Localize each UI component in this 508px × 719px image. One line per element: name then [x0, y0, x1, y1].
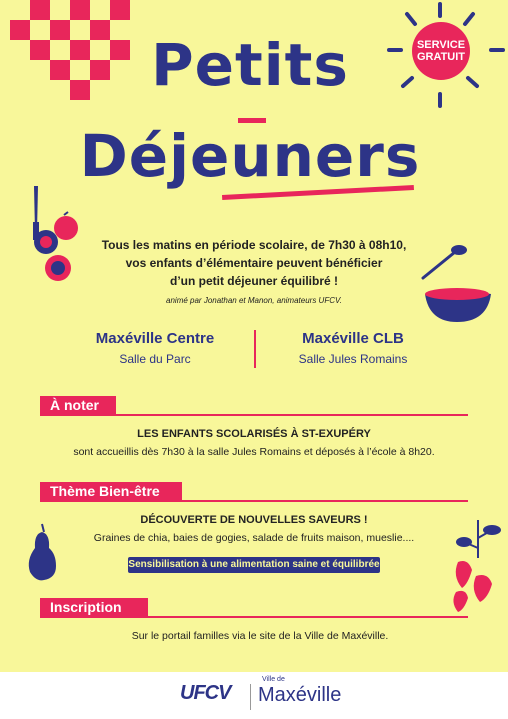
intro-line2: vos enfants d’élémentaire peuvent bénéficier: [125, 256, 383, 270]
theme-section-heading: Thème Bien-être: [40, 482, 182, 500]
inscription-line1: Sur le portail familles via le site de la Ville de Maxéville.: [131, 630, 389, 642]
inscription-section-heading: Inscription: [40, 598, 148, 616]
note-line1: LES ENFANTS SCOLARISÉS À ST-EXUPÉRY: [137, 428, 371, 440]
theme-pill: Sensibilisation à une alimentation saine et équilibrée !: [128, 559, 380, 586]
location-clb-name: Maxéville CLB: [302, 330, 404, 347]
badge-line2: GRATUIT: [416, 51, 466, 63]
location-centre-room: Salle du Parc: [119, 352, 191, 366]
inscription-section-line: [40, 616, 468, 618]
theme-line1: DÉCOUVERTE DE NOUVELLES SAVEURS !: [140, 514, 368, 526]
intro-line3: d’un petit déjeuner équilibré !: [169, 274, 338, 288]
pear-icon: [22, 520, 62, 584]
footer: [0, 672, 508, 719]
ville-de-small: Ville de: [262, 676, 285, 683]
note-section-heading: À noter: [40, 396, 116, 414]
theme-section-line: [40, 500, 468, 502]
theme-line2: Graines de chia, baies de gogies, salade de fruits maison, mueslie....: [93, 532, 415, 544]
service-gratuit-badge: [412, 22, 470, 80]
intro-line1: Tous les matins en période scolaire, de 7h30 à 08h10,: [101, 238, 407, 252]
page-title-line1: Petits: [151, 31, 349, 99]
logo-divider: [250, 684, 251, 710]
location-divider: [254, 330, 256, 368]
note-line2: sont accueillis dès 7h30 à la salle Jules Romains et déposés à l’école à 8h20.: [73, 446, 435, 458]
badge-line1: SERVICE: [416, 39, 466, 51]
location-centre-name: Maxéville Centre: [95, 330, 215, 347]
intro-animated: animé par Jonathan et Manon, animateurs UFCV.: [166, 296, 342, 305]
location-clb-room: Salle Jules Romains: [298, 352, 408, 366]
note-section-line: [40, 414, 468, 416]
maxeville-logo: Maxéville: [258, 684, 342, 706]
strawberry-icon: [448, 518, 508, 614]
page-title-line2: Déjeuners: [79, 122, 421, 190]
ufcv-logo: UFCV: [180, 682, 231, 704]
